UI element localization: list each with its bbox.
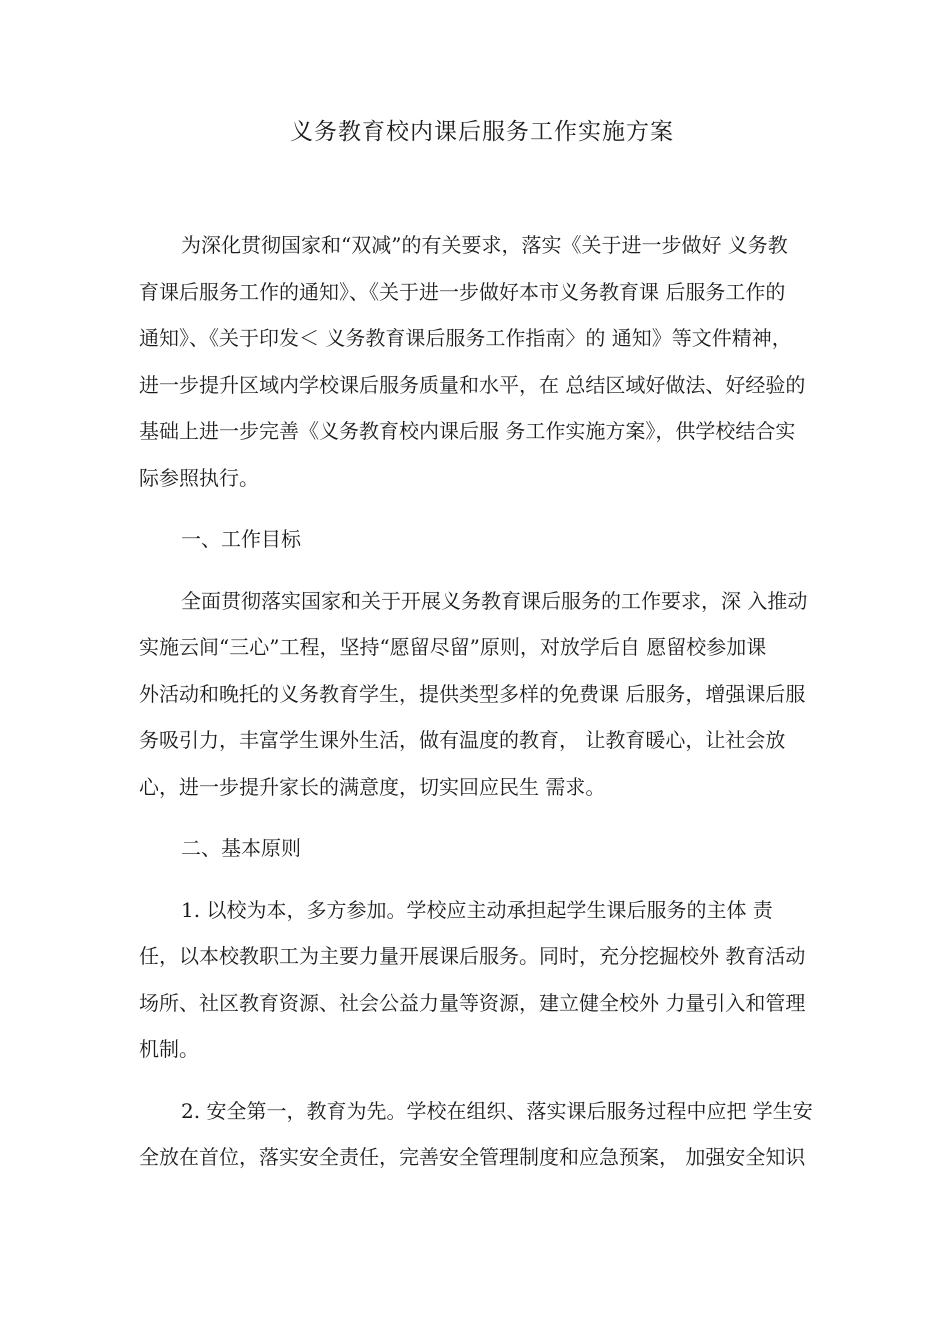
principle-item-1 — [139, 887, 825, 1073]
paragraph-line: 通知》、《关于印发＜ 义务教育课后服务工作指南〉的 通知》等文件精神， — [139, 326, 792, 350]
paragraph-line: 1. 以校为本，多方参加。学校应主动承担起学生课后服务的主体 责 — [181, 897, 773, 922]
paragraph-line: 全面贯彻落实国家和关于开展义务教育课后服务的工作要求，深 入推动 — [181, 588, 808, 613]
paragraph-line: 心，进一步提升家长的满意度，切实回应民生 需求。 — [139, 774, 606, 799]
intro-paragraph — [139, 222, 825, 501]
paragraph-line: 基础上进一步完善《义务教育校内课后服 务工作实施方案》，供学校结合实 — [139, 419, 796, 443]
paragraph-line: 务吸引力，丰富学生课外生活，做有温度的教育， 让教育暖心，让社会放 — [139, 728, 786, 752]
paragraph-line: 育课后服务工作的通知》、《关于进一步做好本市义务教育课 后服务工作的 — [139, 279, 786, 304]
paragraph-line: 际参照执行。 — [139, 465, 259, 490]
document-title: 义务教育校内课后服务工作实施方案 — [290, 119, 674, 145]
paragraph-line: 实施云间“三心”工程，坚持“愿留尽留”原则，对放学后自 愿留校参加课 — [139, 635, 767, 659]
paragraph-line: 外活动和晚托的义务教育学生，提供类型多样的免费课 后服务，增强课后服 — [139, 681, 806, 706]
section-heading-goals: 一、工作目标 — [181, 527, 301, 551]
section-heading-principles: 二、基本原则 — [181, 836, 301, 860]
document-body — [139, 222, 825, 1196]
paragraph-line: 为深化贯彻国家和“双减”的有关要求，落实《关于进一步做好 义务教 — [181, 233, 788, 257]
paragraph-line: 2. 安全第一，教育为先。学校在组织、落实课后服务过程中应把 学生安 — [181, 1098, 813, 1123]
paragraph-line: 场所、社区教育资源、社会公益力量等资源，建立健全校外 力量引入和管理 — [139, 990, 806, 1015]
principle-item-2 — [139, 1088, 825, 1181]
goals-paragraph — [139, 578, 825, 811]
paragraph-line: 任，以本校教职工为主要力量开展课后服务。同时，充分挖掘校外 教育活动 — [139, 944, 806, 968]
paragraph-line: 进一步提升区域内学校课后服务质量和水平，在 总结区域好做法、好经验的 — [139, 372, 806, 397]
paragraph-line: 机制。 — [139, 1037, 199, 1061]
paragraph-line: 全放在首位，落实安全责任，完善安全管理制度和应急预案， 加强安全知识 — [139, 1145, 806, 1169]
